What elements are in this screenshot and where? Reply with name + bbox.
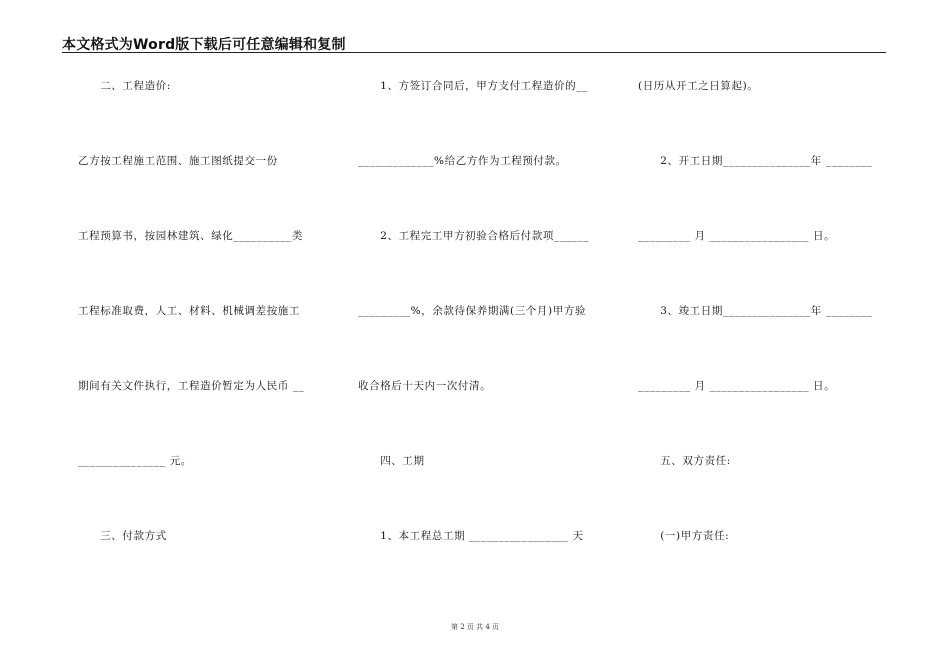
text-line: 1、本工程总工期 _________________ 天 — [358, 530, 584, 542]
text-line: 期间有关文件执行，工程造价暂定为人民币 __ — [78, 380, 305, 392]
text-line: _______________ 元。 — [78, 455, 192, 467]
text-line: 四、工期 — [358, 455, 425, 467]
text-line: _________ 月 _________________ 日。 — [638, 230, 836, 242]
document-header-title: 本文格式为Word版下载后可任意编辑和复制 — [62, 37, 346, 53]
text-line: 二、工程造价: — [78, 80, 171, 92]
text-line: 工程预算书，按园林建筑、绿化__________类 — [78, 230, 303, 242]
text-line: 五、双方责任: — [638, 455, 731, 467]
text-line: 收合格后十天内一次付清。 — [358, 380, 492, 392]
text-line: _________ 月 _________________ 日。 — [638, 380, 836, 392]
text-line: 3、竣工日期_______________年 ________ — [638, 305, 873, 317]
text-line: 乙方按工程施工范围、施工图纸提交一份 — [78, 155, 278, 167]
text-line: _____________%给乙方作为工程预付款。 — [358, 155, 567, 167]
header-divider — [62, 52, 886, 53]
text-line: 工程标准取费，人工、材料、机械调差按施工 — [78, 305, 300, 317]
text-line: 2、工程完工甲方初验合格后付款项______ — [358, 230, 590, 242]
text-line: (日历从开工之日算起)。 — [638, 80, 759, 92]
text-line: 2、开工日期_______________年 ________ — [638, 155, 873, 167]
text-line: (一)甲方责任: — [638, 530, 730, 542]
text-line: 三、付款方式 — [78, 530, 167, 542]
text-line: _________%，余款待保养期满(三个月)甲方验 — [358, 305, 587, 317]
page-number: 第 2 页 共 4 页 — [450, 623, 500, 631]
text-line: 1、方签订合同后，甲方支付工程造价的__ — [358, 80, 588, 92]
